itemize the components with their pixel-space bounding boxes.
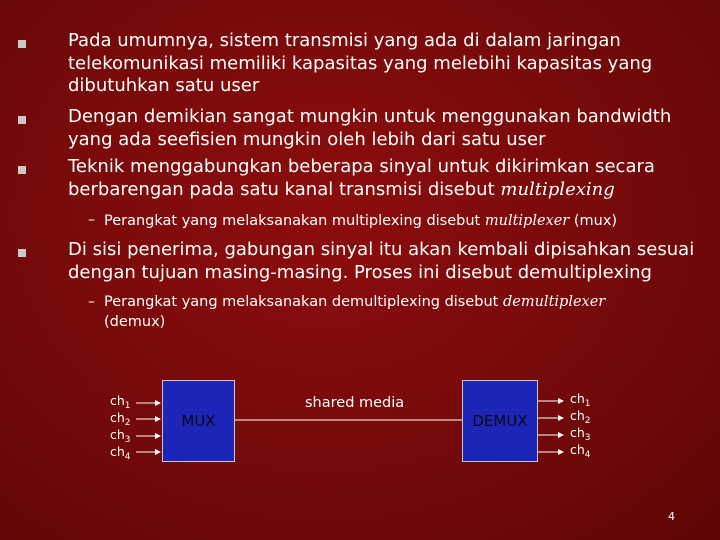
- sub-bullet-dash: –: [88, 294, 95, 310]
- channel-label: $ch_4$: [570, 442, 591, 460]
- term-multiplexing: multiplexing: [500, 178, 615, 200]
- channel-label: $ch_1$: [570, 391, 591, 409]
- text-line: dibutuhkan satu user: [68, 75, 260, 96]
- text-span: Perangkat yang melaksanakan demultiplexing disebut: [104, 294, 503, 310]
- text-line: Pada umumnya, sistem transmisi yang ada di dalam jaringan: [68, 30, 621, 51]
- right-output-arrows: [538, 401, 563, 452]
- text-line: Dengan demikian sangat mungkin untuk menggunakan bandwidth: [68, 106, 672, 127]
- shared-media-label: shared media: [305, 395, 405, 411]
- mux-box: [162, 380, 235, 462]
- channel-label: $ch_1$: [110, 393, 131, 411]
- text-span: berbarengan pada satu kanal transmisi disebut: [68, 178, 501, 200]
- text-span: Perangkat yang melaksanakan multiplexing disebut: [104, 213, 485, 229]
- channel-label: $ch_2$: [570, 408, 591, 426]
- sub-bullet-dash: –: [88, 212, 95, 228]
- channel-label: $ch_3$: [110, 427, 131, 445]
- demux-box: [462, 380, 538, 462]
- mux-label: MUX: [181, 412, 216, 430]
- demux-label: DEMUX: [472, 412, 528, 430]
- channel-label: $ch_2$: [110, 410, 131, 428]
- term-demultiplexer: demultiplexer: [502, 294, 606, 310]
- term-multiplexer: multiplexer: [484, 213, 570, 229]
- left-input-arrows: [136, 403, 160, 452]
- channel-label: $ch_4$: [110, 444, 131, 462]
- page-number: 4: [668, 510, 675, 523]
- text-line: Teknik menggabungkan beberapa sinyal untuk dikirimkan secara: [68, 156, 655, 177]
- text-line: yang ada seefisien mungkin oleh lebih dari satu user: [68, 128, 546, 150]
- text-line: Di sisi penerima, gabungan sinyal itu akan kembali dipisahkan sesuai: [68, 239, 695, 260]
- channel-label: $ch_3$: [570, 425, 591, 443]
- text-line: (demux): [104, 314, 166, 330]
- text-span: (mux): [569, 213, 618, 229]
- text-line: telekomunikasi memiliki kapasitas yang melebihi kapasitas yang: [68, 52, 653, 74]
- text-line: dengan tujuan masing-masing. Proses ini disebut demultiplexing: [68, 261, 652, 283]
